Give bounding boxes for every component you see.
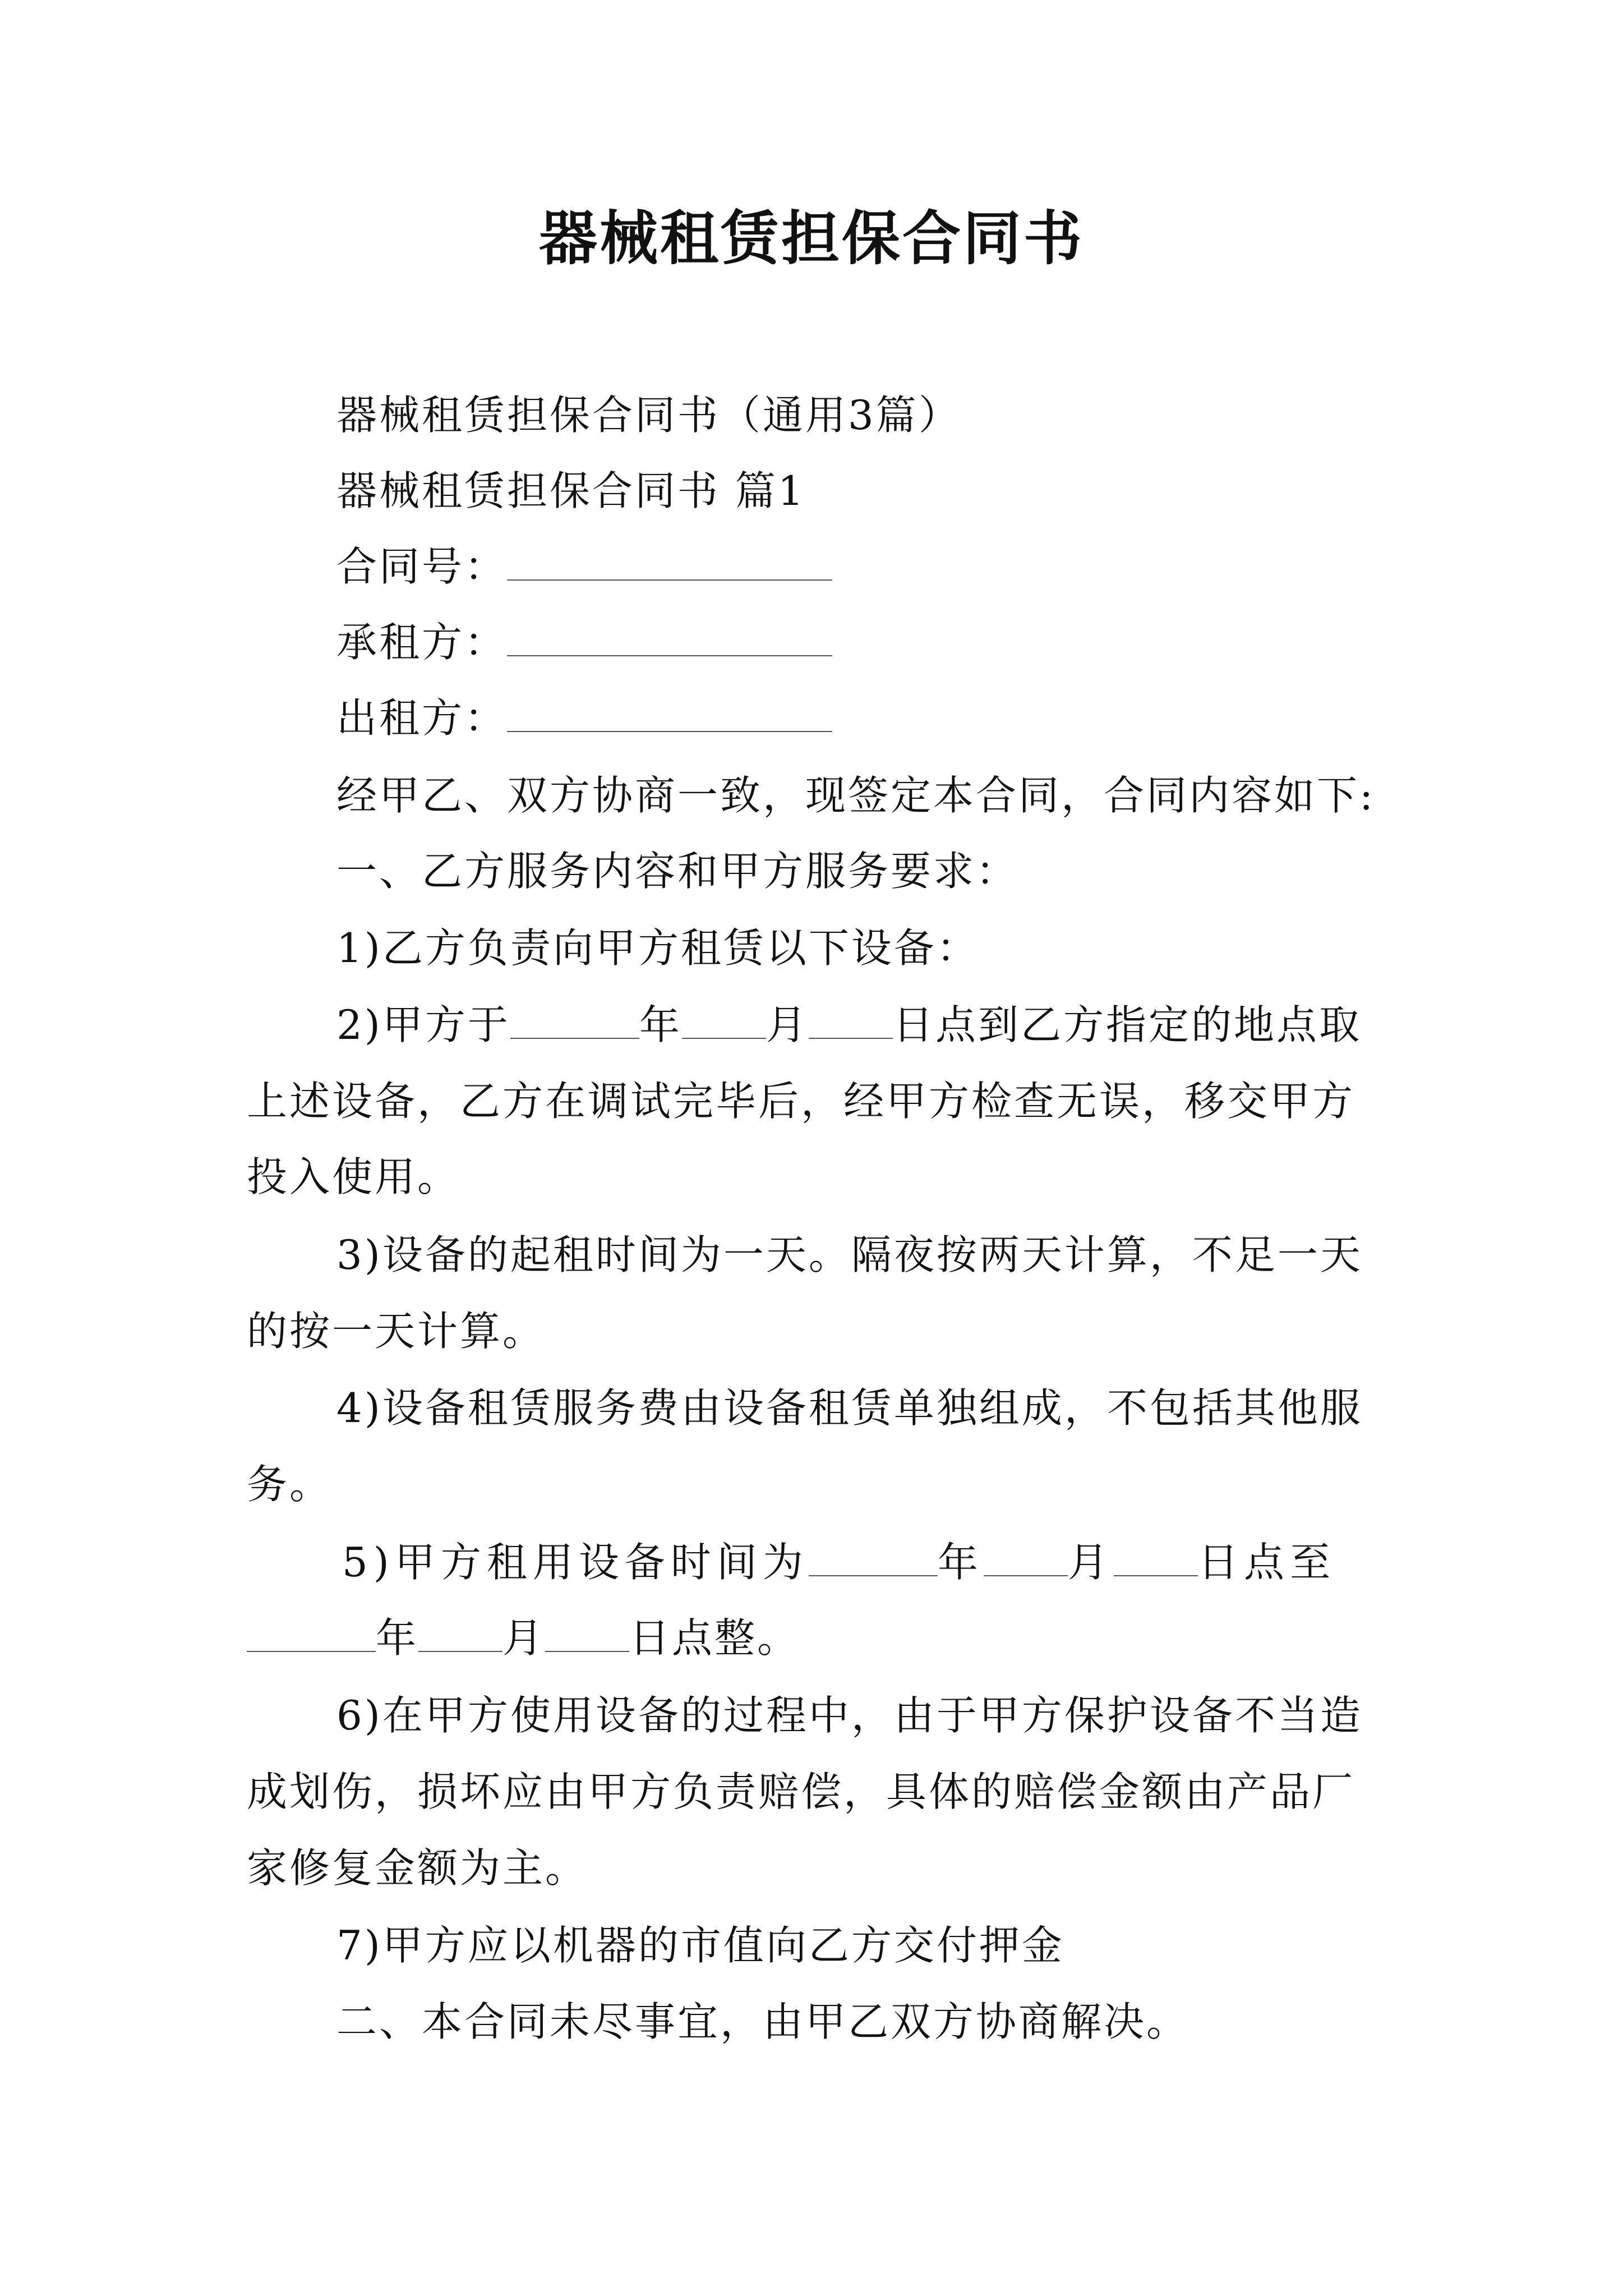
day-blank: [1114, 1536, 1198, 1576]
lessee-blank: [507, 616, 832, 656]
day-blank: [809, 999, 893, 1039]
item-3-line-1: 3)设备的起租时间为一天。隔夜按两天计算，不足一天: [336, 1231, 1363, 1278]
item-1: 1)乙方负责向甲方租赁以下设备：: [336, 924, 979, 972]
lessor-label: 出租方：: [336, 694, 508, 742]
clause-one-heading: 一、乙方服务内容和甲方服务要求：: [336, 848, 1019, 895]
year-blank: [809, 1536, 938, 1576]
month-blank: [418, 1612, 502, 1652]
item-5-rest: 日点至: [1197, 1539, 1336, 1586]
item-7: 7)甲方应以机器的市值向乙方交付押金: [336, 1922, 1064, 1969]
day-blank: [545, 1612, 629, 1652]
lessee-label: 承租方：: [336, 619, 508, 666]
item-5-line-1: [342, 1534, 1336, 1590]
item-2-rest: 日点到乙方指定的地点取: [892, 1001, 1362, 1048]
month-blank: [984, 1536, 1068, 1576]
year-label: 年: [376, 1614, 419, 1662]
item-5-line-2: [247, 1610, 800, 1666]
lessor-blank: [507, 692, 832, 732]
item-2-line-2: 上述设备，乙方在调试完毕后，经甲方检查无误，移交甲方: [247, 1078, 1355, 1125]
item-4-line-1: 4)设备租赁服务费由设备租赁单独组成，不包括其他服: [336, 1384, 1363, 1432]
year-label: 年: [937, 1539, 984, 1586]
year-label: 年: [639, 1001, 682, 1048]
item-2-line-3: 投入使用。: [247, 1153, 460, 1200]
item-3-line-2: 的按一天计算。: [247, 1308, 546, 1355]
section-heading: 器械租赁担保合同书 篇1: [336, 467, 806, 514]
lessee-field: [336, 614, 832, 670]
intro-paragraph: 经甲乙、双方协商一致，现签定本合同，合同内容如下:: [336, 772, 1376, 819]
document-subtitle: 器械租赁担保合同书（通用3篇）: [336, 392, 961, 439]
item-6-line-1: 6)在甲方使用设备的过程中，由于甲方保护设备不当造: [336, 1692, 1363, 1739]
contract-no-field: [336, 539, 832, 595]
lessor-field: [336, 690, 832, 746]
contract-no-label: 合同号：: [336, 543, 508, 590]
year-blank: [510, 999, 639, 1039]
month-blank: [682, 999, 766, 1039]
item-5-rest: 日点整。: [629, 1614, 800, 1662]
contract-no-blank: [507, 540, 832, 581]
item-6-line-2: 成划伤，损坏应由甲方负责赔偿，具体的赔偿金额由产品厂: [247, 1768, 1355, 1815]
item-6-line-3: 家修复金额为主。: [247, 1844, 588, 1892]
month-label: 月: [766, 1001, 809, 1048]
month-label: 月: [1067, 1539, 1114, 1586]
item-2-prefix: 2)甲方于: [336, 1001, 510, 1048]
month-label: 月: [502, 1614, 546, 1662]
item-5-prefix: 5)甲方租用设备时间为: [342, 1539, 809, 1586]
item-2-line-1: [336, 997, 1362, 1053]
item-4-line-2: 务。: [247, 1461, 333, 1508]
clause-two: 二、本合同未尽事宜，由甲乙双方协商解决。: [336, 1998, 1189, 2045]
year-blank: [247, 1612, 376, 1652]
document-title: 器械租赁担保合同书: [538, 204, 1084, 273]
